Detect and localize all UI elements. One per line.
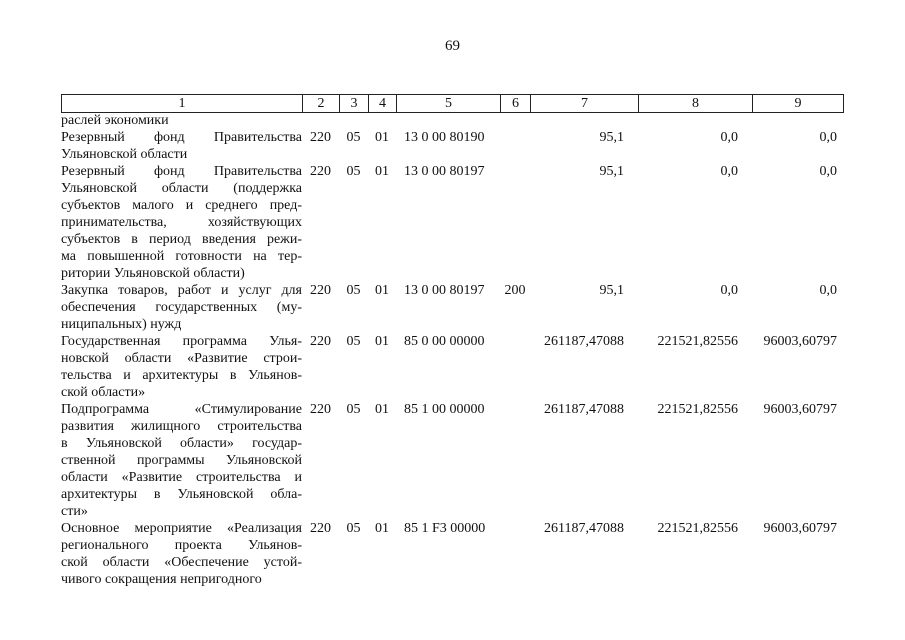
ministry-code: 220 <box>310 334 331 349</box>
ministry-code: 220 <box>310 283 331 298</box>
target-article-code: 85 1 00 00000 <box>404 402 485 417</box>
description-line: Резервный фонд Правительства <box>61 130 302 145</box>
amount-col-8: 221521,82556 <box>657 402 738 417</box>
description-line: в Ульяновской области» государ- <box>61 436 302 451</box>
row-description <box>61 282 302 333</box>
target-article-code: 13 0 00 80190 <box>404 130 485 145</box>
amount-col-9: 96003,60797 <box>763 402 837 417</box>
target-article-code: 13 0 00 80197 <box>404 283 485 298</box>
amount-col-7: 95,1 <box>599 164 624 179</box>
description-line: чивого сокращения непригодного <box>61 572 262 587</box>
table-row <box>61 129 843 163</box>
subsection-code: 01 <box>375 334 389 349</box>
amount-col-7: 95,1 <box>599 130 624 145</box>
amount-col-8: 221521,82556 <box>657 334 738 349</box>
page-number: 69 <box>445 38 460 54</box>
subsection-code: 01 <box>375 130 389 145</box>
description-line: Государственная программа Улья- <box>61 334 302 349</box>
column-header-table <box>61 94 844 113</box>
amount-col-8: 0,0 <box>720 130 738 145</box>
description-line: ской области» <box>61 385 146 400</box>
subsection-code: 01 <box>375 402 389 417</box>
amount-col-8: 221521,82556 <box>657 521 738 536</box>
amount-col-9: 96003,60797 <box>763 334 837 349</box>
amount-col-9: 96003,60797 <box>763 521 837 536</box>
description-line: развития жилищного строительства <box>61 419 302 434</box>
column-header-2: 2 <box>303 95 340 113</box>
description-line: тельства и архитектуры в Ульянов- <box>61 368 302 383</box>
description-line: ской области «Обеспечение устой- <box>61 555 302 570</box>
description-line: принимательства, хозяйствующих <box>61 215 302 230</box>
description-line: регионального проекта Ульянов- <box>61 538 302 553</box>
ministry-code: 220 <box>310 521 331 536</box>
target-article-code: 85 0 00 00000 <box>404 334 485 349</box>
amount-col-9: 0,0 <box>819 130 837 145</box>
amount-col-8: 0,0 <box>720 283 738 298</box>
description-line: Ульяновской области (поддержка <box>61 181 302 196</box>
table-row <box>61 333 843 401</box>
section-code: 05 <box>346 164 361 179</box>
description-line: новской области «Развитие строи- <box>61 351 302 366</box>
description-line: Подпрограмма «Стимулирование <box>61 402 302 417</box>
description-line: Ульяновской области <box>61 147 188 162</box>
table-row <box>61 163 843 282</box>
subsection-code: 01 <box>375 164 389 179</box>
section-code: 05 <box>346 283 361 298</box>
description-line: сти» <box>61 504 88 519</box>
description-line: ритории Ульяновской области) <box>61 266 245 281</box>
target-article-code: 85 1 F3 00000 <box>404 521 486 536</box>
amount-col-7: 261187,47088 <box>544 402 624 417</box>
description-line: Резервный фонд Правительства <box>61 164 302 179</box>
subsection-code: 01 <box>375 521 389 536</box>
row-description <box>61 401 302 520</box>
column-header-1: 1 <box>62 95 303 113</box>
expense-type-code: 200 <box>504 283 526 298</box>
description-line: субъектов малого и среднего пред- <box>61 198 302 213</box>
amount-col-7: 261187,47088 <box>544 334 624 349</box>
section-code: 05 <box>346 402 361 417</box>
description-line: области «Развитие строительства и <box>61 470 302 485</box>
row-description <box>61 333 302 401</box>
table-row <box>61 401 843 520</box>
description-line: архитектуры в Ульяновской обла- <box>61 487 302 502</box>
column-header-9: 9 <box>753 95 844 113</box>
ministry-code: 220 <box>310 164 331 179</box>
description-line: ниципальных) нужд <box>61 317 182 332</box>
target-article-code: 13 0 00 80197 <box>404 164 485 179</box>
subsection-code: 01 <box>375 283 389 298</box>
column-header-6: 6 <box>501 95 531 113</box>
amount-col-9: 0,0 <box>819 164 837 179</box>
row-description <box>61 112 302 129</box>
description-line: субъектов в период введения режи- <box>61 232 302 247</box>
amount-col-7: 95,1 <box>599 283 624 298</box>
table-row <box>61 520 843 588</box>
section-code: 05 <box>346 130 361 145</box>
budget-table-body <box>61 112 843 588</box>
description-line: раслей экономики <box>61 113 169 128</box>
description-line: ма повышенной готовности на тер- <box>61 249 302 264</box>
amount-col-7: 261187,47088 <box>544 521 624 536</box>
column-header-8: 8 <box>639 95 753 113</box>
column-header-row <box>62 95 844 113</box>
description-line: ственной программы Ульяновской <box>61 453 302 468</box>
description-line: Основное мероприятие «Реализация <box>61 521 302 536</box>
ministry-code: 220 <box>310 402 331 417</box>
row-description <box>61 129 302 163</box>
section-code: 05 <box>346 521 361 536</box>
amount-col-9: 0,0 <box>819 283 837 298</box>
amount-col-8: 0,0 <box>720 164 738 179</box>
description-line: Закупка товаров, работ и услуг для <box>61 283 302 298</box>
table-row <box>61 112 843 129</box>
column-header-4: 4 <box>369 95 397 113</box>
ministry-code: 220 <box>310 130 331 145</box>
column-header-3: 3 <box>340 95 369 113</box>
description-line: обеспечения государственных (му- <box>61 300 302 315</box>
column-header-5: 5 <box>397 95 501 113</box>
column-header-7: 7 <box>531 95 639 113</box>
table-row <box>61 282 843 333</box>
section-code: 05 <box>346 334 361 349</box>
row-description <box>61 163 302 282</box>
row-description <box>61 520 302 588</box>
